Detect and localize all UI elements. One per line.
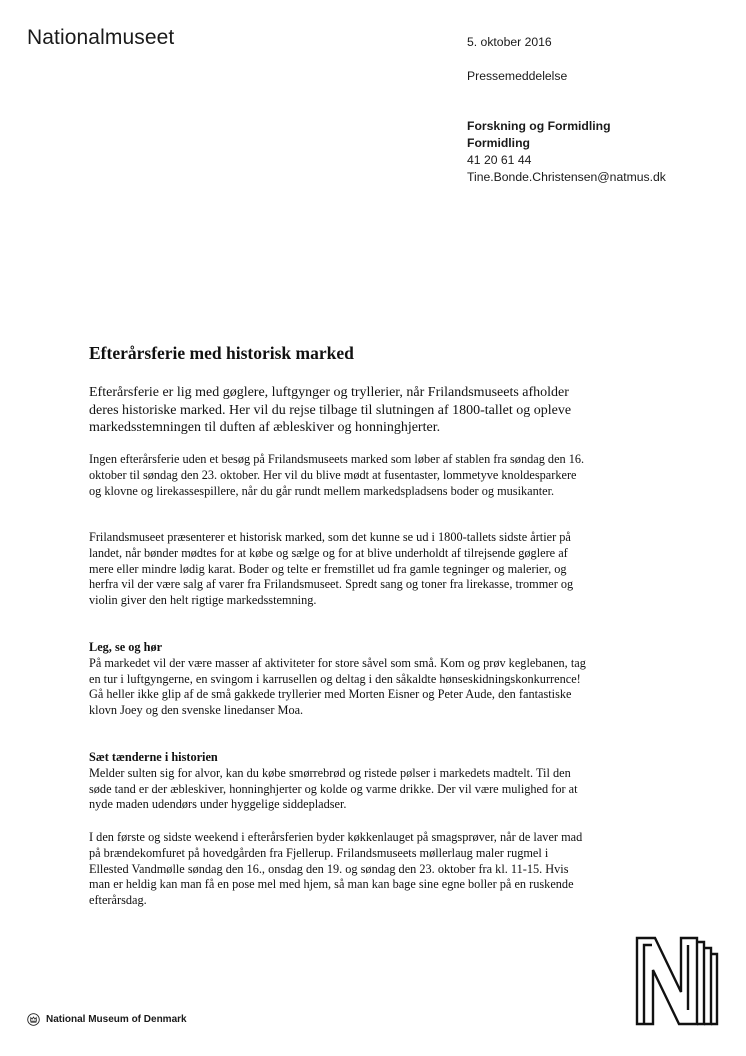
contact-department: Forskning og Formidling — [467, 119, 611, 133]
section-saet-taenderne — [89, 750, 589, 813]
contact-email[interactable]: Tine.Bonde.Christensen@natmus.dk — [467, 170, 666, 184]
article-paragraph: Melder sulten sig for alvor, kan du købe smørrebrød og ristede pølser i markedets madtelt. Til den søde tand er der æbleskiver, honninghjerter og kolde og varme drikke. Der vil være mulighed for at nyde maden udendørs under hyggelige siddepladser. — [89, 765, 578, 812]
contact-unit: Formidling — [467, 136, 530, 150]
article-lead: Efterårsferie er lig med gøglere, luftgynger og tryllerier, når Frilandsmuseets afholder deres historiske marked. Her vil du rejse tilbage til slutningen af 1800-tallet og opleve markedsstemningen til duften af æbleskiver og honninghjerter. — [89, 385, 572, 435]
article-paragraph: Frilandsmuseet præsenterer et historisk marked, som det kunne se ud i 1800-tallets sidste årtier på landet, når bønder mødtes for at købe og sælge og for at blive underholdt af tilrejsende gøglere af mere eller mindre lødig karat. Boder og telte er fremstillet ud fra gamle tegninger og malerier, og herfra vil der være salg af varer fra Frilandsmuseet. Spredt sang og toner fra lirekasse, trommer og violin giver den helt rigtige markedsstemning. — [89, 530, 574, 608]
footer-org-name: National Museum of Denmark — [46, 1014, 187, 1025]
article-title: Efterårsferie med historisk marked — [89, 343, 354, 363]
museum-logo-wordmark: Nationalmuseet — [27, 26, 175, 49]
n-monogram-logo-icon — [635, 936, 719, 1026]
article-paragraph: Ingen efterårsferie uden et besøg på Frilandsmuseets marked som løber af stablen fra søndag den 16. oktober til søndag den 23. oktober. Her vil du blive mødt at fusentaster, lommetyve knoldesparkere og klovne og lirekassespillere, når du går rundt mellem markedspladsens boder og musikanter. — [89, 452, 585, 498]
press-date: 5. oktober 2016 — [467, 35, 552, 49]
contact-phone: 41 20 61 44 — [467, 153, 532, 167]
article-paragraph: I den første og sidste weekend i efterårsferien byder køkkenlauget på smagsprøver, når de laver mad på brændekomfuret på hovedgården fra Fjellerup. Frilandsmuseets møllerlaug maler rugmel i Ellested Vandmølle søndag den 16., onsdag den 19. og søndag den 23. oktober fra kl. 11-15. Hvis man er heldig kan man få en pose mel med hjem, så man kan bage sine egne boller på en ruskende efterårsdag. — [89, 830, 583, 908]
section-heading: Leg, se og hør — [89, 640, 163, 654]
crown-seal-icon — [27, 1013, 40, 1026]
document-type: Pressemeddelelse — [467, 69, 568, 83]
section-leg-se-og-hoer — [89, 640, 589, 719]
footer-organization — [27, 1013, 187, 1026]
article-paragraph: På markedet vil der være masser af aktiviteter for store såvel som små. Kom og prøv keglebanen, tag en tur i luftgyngerne, en svingom i karrusellen og deltag i den såkaldte hønseskidningskonkurrence! Gå heller ikke glip af de små gakkede tryllerier med Morten Eisner og Peter Aude, den fantastiske klovn Joey og den svenske linedanser Moa. — [89, 655, 586, 718]
section-heading: Sæt tænderne i historien — [89, 750, 218, 764]
